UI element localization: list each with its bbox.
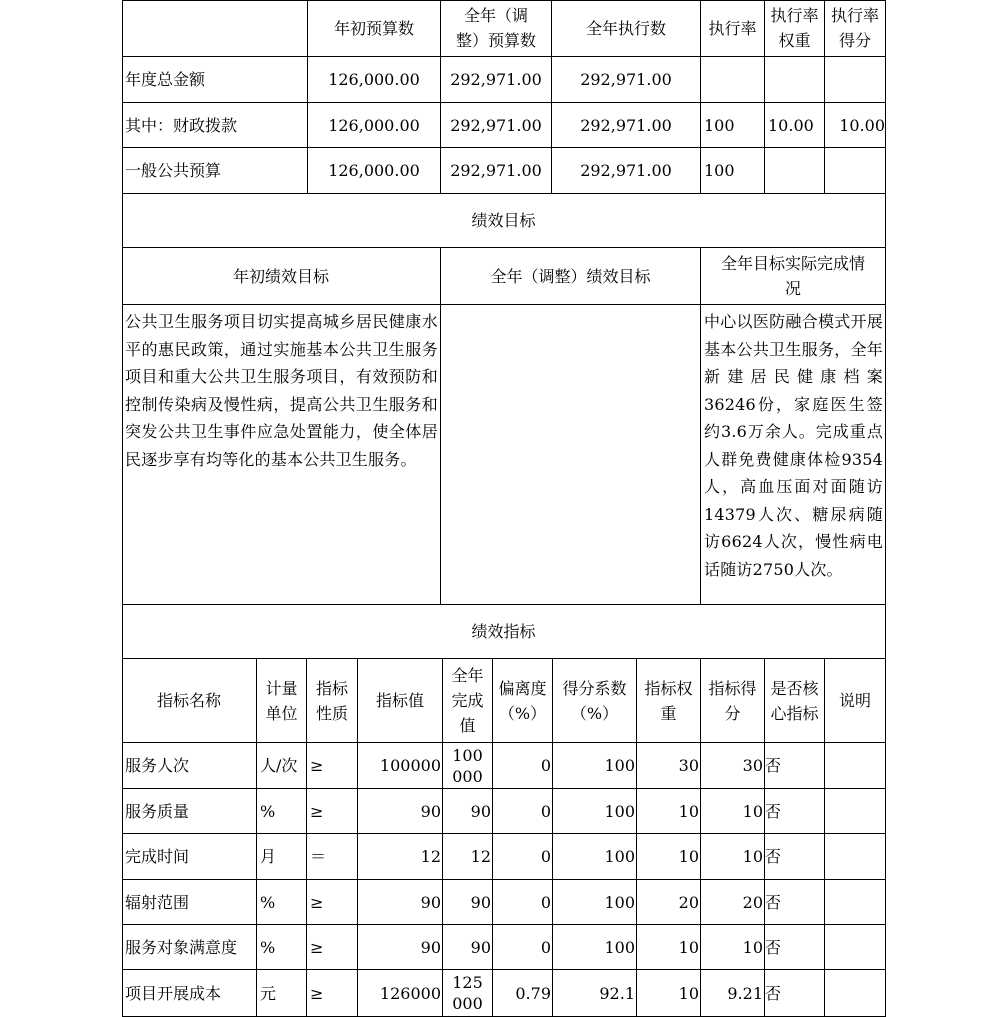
indicator-header-cell [701, 659, 765, 743]
indicator-value-cell-text: 月 [260, 847, 277, 866]
indicator-value-cell [825, 880, 886, 925]
indicator-value-cell-text: 125000 [452, 973, 483, 1013]
indicator-name-cell [122, 789, 257, 834]
indicator-name-cell [122, 743, 257, 789]
budget-value-cell [701, 57, 765, 103]
initial-goal-text-cell [122, 305, 441, 605]
indicator-value-cell [358, 880, 443, 925]
budget-header-cell-text: 执行率 权重 [770, 6, 819, 50]
indicator-value-cell [825, 925, 886, 970]
indicator-value-cell [493, 880, 553, 925]
indicator-value-cell [257, 925, 307, 970]
indicator-value-cell [358, 834, 443, 880]
indicator-value-cell [257, 970, 307, 1017]
indicator-value-cell-text: 10 [742, 937, 763, 957]
indicator-header-cell [307, 659, 358, 743]
indicator-value-cell-text: 126000 [379, 983, 441, 1003]
indicator-value-cell [257, 789, 307, 834]
indicator-value-cell [701, 789, 765, 834]
budget-value-cell-text: 126,000.00 [328, 70, 420, 89]
indicator-value-cell [553, 880, 637, 925]
budget-header-cell [765, 0, 825, 57]
indicator-value-cell-text: 100 [604, 847, 635, 866]
indicator-value-cell-text: % [260, 892, 276, 912]
indicator-value-cell-text: 20 [678, 892, 699, 912]
indicator-value-cell [553, 743, 637, 789]
indicator-header-cell-text: 指标名称 [156, 691, 221, 710]
indicator-value-cell-text: ≥ [310, 892, 324, 912]
indicator-value-cell-text: % [260, 937, 276, 957]
indicator-value-cell-text: 90 [420, 892, 441, 912]
indicator-value-cell-text: ≥ [310, 756, 324, 775]
indicator-value-cell-text: 10 [678, 847, 699, 866]
indicator-name-cell-text: 服务对象满意度 [125, 937, 238, 957]
indicator-value-cell [358, 743, 443, 789]
indicator-value-cell [358, 925, 443, 970]
indicator-value-cell-text: 10 [742, 847, 763, 866]
indicator-value-cell-text: 否 [765, 756, 782, 775]
indicators-section-title [122, 605, 886, 659]
budget-row-label-text: 年度总金额 [125, 70, 206, 89]
indicator-value-cell [443, 789, 493, 834]
budget-value-cell [825, 57, 886, 103]
indicator-value-cell [825, 789, 886, 834]
indicator-value-cell [765, 880, 825, 925]
indicator-value-cell-text: 否 [765, 801, 782, 821]
budget-value-cell [765, 103, 825, 148]
budget-row-label [122, 103, 308, 148]
budget-value-cell [308, 103, 441, 148]
budget-value-cell-text: 126,000.00 [328, 115, 420, 135]
indicator-value-cell-text: 100 [604, 756, 635, 775]
indicator-value-cell [825, 970, 886, 1017]
indicator-value-cell [257, 743, 307, 789]
indicators-section-title-text: 绩效指标 [471, 622, 536, 641]
budget-value-cell [825, 148, 886, 194]
budget-header-cell-text: 全年（调 整）预算数 [455, 6, 536, 50]
indicator-header-cell-text: 指标得 分 [708, 678, 757, 723]
indicator-value-cell [637, 925, 701, 970]
indicator-name-cell-text: 服务人次 [125, 756, 190, 775]
budget-value-cell [701, 103, 765, 148]
budget-row-label [122, 57, 308, 103]
indicator-header-cell-text: 偏离度 （%） [498, 678, 547, 723]
indicator-name-cell [122, 834, 257, 880]
indicator-value-cell [701, 970, 765, 1017]
goals-header-adjusted [441, 248, 701, 305]
budget-header-cell-text: 年初预算数 [333, 18, 414, 38]
budget-value-cell [701, 148, 765, 194]
indicator-value-cell-text: ≥ [310, 937, 324, 957]
indicator-value-cell-text: 0 [540, 937, 551, 957]
actual-completion-text-cell-text: 中心以医防融合模式开展基本公共卫生服务，全年新建居民健康档案36246份，家庭医生签约3.6万余人。完成重点人群免费健康体检9354人，高血压面对面随访14379人次、糖尿病随访6624人次，慢性病电话随访2750人次。 [704, 312, 883, 579]
indicator-value-cell-text: 90 [470, 801, 491, 821]
budget-header-cell [308, 0, 441, 57]
indicator-value-cell [493, 970, 553, 1017]
indicator-value-cell [637, 970, 701, 1017]
budget-value-cell [308, 57, 441, 103]
goals-header-initial-text: 年初绩效目标 [232, 266, 329, 286]
indicator-value-cell [825, 834, 886, 880]
indicator-header-cell [122, 659, 257, 743]
indicator-value-cell [765, 834, 825, 880]
budget-value-cell [765, 148, 825, 194]
budget-value-cell [765, 57, 825, 103]
indicator-name-cell-text: 完成时间 [125, 847, 190, 866]
indicator-value-cell-text: 90 [470, 892, 491, 912]
indicator-header-cell-text: 全年 完成 值 [451, 666, 484, 735]
actual-completion-text-cell [701, 305, 886, 605]
indicator-value-cell-text: 12 [420, 847, 441, 866]
indicator-header-cell-text: 计量 单位 [265, 678, 298, 723]
budget-row-label [122, 148, 308, 194]
indicator-header-cell-text: 得分系数 （%） [562, 678, 627, 723]
indicator-value-cell [443, 970, 493, 1017]
indicator-value-cell [443, 880, 493, 925]
indicator-value-cell [307, 834, 358, 880]
indicator-value-cell [553, 925, 637, 970]
indicator-value-cell-text: ≥ [310, 801, 324, 821]
indicator-value-cell [637, 880, 701, 925]
indicator-header-cell-text: 指标值 [375, 691, 424, 710]
indicator-value-cell-text: 否 [765, 847, 782, 866]
budget-header-cell-text: 执行率 得分 [830, 6, 879, 50]
indicator-value-cell [637, 834, 701, 880]
budget-value-cell-text: 292,971.00 [580, 70, 672, 89]
budget-value-cell-text: 10.00 [839, 115, 885, 135]
indicator-header-cell-text: 是否核 心指标 [770, 678, 819, 723]
budget-value-cell [308, 148, 441, 194]
budget-value-cell-text: 10.00 [768, 115, 814, 135]
indicator-value-cell [765, 970, 825, 1017]
budget-value-cell [552, 57, 701, 103]
budget-value-cell-text: 100 [704, 161, 735, 180]
indicator-value-cell [307, 789, 358, 834]
indicator-value-cell [307, 925, 358, 970]
indicator-value-cell-text: 90 [420, 937, 441, 957]
goals-section-title-text: 绩效目标 [471, 211, 536, 230]
indicator-value-cell-text: 12 [470, 847, 491, 866]
initial-goal-text-cell-text: 公共卫生服务项目切实提高城乡居民健康水平的惠民政策，通过实施基本公共卫生服务项目和重大公共卫生服务项目，有效预防和控制传染病及慢性病，提高公共卫生服务和突发公共卫生事件应急处置能力，使全体居民逐步享有均等化的基本公共卫生服务。 [125, 312, 438, 469]
indicator-value-cell [493, 834, 553, 880]
indicator-value-cell-text: 0 [540, 892, 551, 912]
goals-header-actual-text: 全年目标实际完成情 况 [720, 254, 865, 298]
indicator-value-cell [307, 743, 358, 789]
budget-value-cell-text: 100 [704, 115, 735, 135]
indicator-value-cell-text: 人/次 [260, 756, 298, 775]
indicator-value-cell-text: 否 [765, 937, 782, 957]
indicator-value-cell-text: 92.1 [599, 983, 635, 1003]
indicator-name-cell-text: 项目开展成本 [125, 983, 222, 1003]
indicator-value-cell [637, 743, 701, 789]
indicator-value-cell [765, 925, 825, 970]
indicator-value-cell-text: 100 [604, 801, 635, 821]
indicator-header-cell [257, 659, 307, 743]
indicator-value-cell-text: ≥ [310, 983, 324, 1003]
indicator-value-cell-text: 否 [765, 892, 782, 912]
indicator-value-cell [637, 789, 701, 834]
indicator-value-cell [493, 789, 553, 834]
indicator-value-cell-text: 10 [678, 983, 699, 1003]
indicator-value-cell [358, 970, 443, 1017]
indicator-value-cell-text: 20 [742, 892, 763, 912]
indicator-value-cell-text: 10 [678, 801, 699, 821]
indicator-name-cell-text: 服务质量 [125, 801, 190, 821]
budget-value-cell-text: 292,971.00 [580, 161, 672, 180]
indicator-value-cell-text: 0.79 [515, 983, 551, 1003]
indicator-value-cell [493, 743, 553, 789]
indicator-value-cell [553, 789, 637, 834]
budget-header-blank [122, 0, 308, 57]
budget-header-cell [825, 0, 886, 57]
indicator-value-cell-text: 100 [604, 892, 635, 912]
budget-value-cell-text: 126,000.00 [328, 161, 420, 180]
goals-header-actual [701, 248, 886, 305]
indicator-value-cell-text: 90 [420, 801, 441, 821]
indicator-value-cell [257, 880, 307, 925]
indicator-name-cell [122, 880, 257, 925]
indicator-header-cell [493, 659, 553, 743]
indicator-value-cell [307, 880, 358, 925]
performance-report-table [122, 0, 886, 1017]
indicator-value-cell-text: 90 [470, 937, 491, 957]
indicator-name-cell [122, 970, 257, 1017]
indicator-value-cell-text: 10 [742, 801, 763, 821]
budget-value-cell [441, 103, 552, 148]
budget-value-cell [441, 57, 552, 103]
indicator-name-cell [122, 925, 257, 970]
indicator-header-cell [825, 659, 886, 743]
budget-value-cell-text: 292,971.00 [450, 70, 542, 89]
indicator-header-cell-text: 指标 性质 [315, 678, 348, 723]
indicator-header-cell [553, 659, 637, 743]
indicator-value-cell [825, 743, 886, 789]
budget-value-cell [552, 148, 701, 194]
budget-value-cell-text: 292,971.00 [450, 161, 542, 180]
indicator-value-cell [553, 970, 637, 1017]
indicator-value-cell-text: ＝ [310, 847, 327, 866]
indicator-value-cell-text: 否 [765, 983, 782, 1003]
budget-row-label-text: 其中：财政拨款 [125, 115, 238, 135]
indicator-value-cell-text: 9.21 [727, 983, 763, 1003]
budget-value-cell [441, 148, 552, 194]
budget-row-label-text: 一般公共预算 [125, 161, 222, 180]
table-top-border [122, 0, 886, 1]
budget-header-cell [701, 0, 765, 57]
indicator-value-cell-text: 30 [742, 756, 763, 775]
indicator-value-cell-text: 30 [678, 756, 699, 775]
indicator-value-cell-text: 0 [540, 847, 551, 866]
indicator-header-cell [443, 659, 493, 743]
indicator-value-cell [701, 743, 765, 789]
indicator-value-cell [257, 834, 307, 880]
indicator-value-cell [765, 789, 825, 834]
indicator-value-cell [765, 743, 825, 789]
indicator-value-cell [443, 925, 493, 970]
budget-value-cell [552, 103, 701, 148]
indicator-name-cell-text: 辐射范围 [125, 892, 190, 912]
goals-header-adjusted-text: 全年（调整）绩效目标 [490, 266, 651, 286]
indicator-value-cell-text: 元 [260, 983, 277, 1003]
indicator-value-cell-text: 0 [540, 801, 551, 821]
budget-header-cell-text: 全年执行数 [585, 18, 666, 38]
indicator-value-cell [443, 743, 493, 789]
indicator-value-cell [701, 925, 765, 970]
indicator-value-cell [701, 834, 765, 880]
indicator-header-cell-text: 说明 [838, 691, 871, 710]
indicator-value-cell [307, 970, 358, 1017]
adjusted-goal-text-cell [441, 305, 701, 605]
budget-value-cell-text: 292,971.00 [450, 115, 542, 135]
goals-section-title [122, 194, 886, 248]
indicator-value-cell-text: % [260, 801, 276, 821]
indicator-header-cell [358, 659, 443, 743]
indicator-value-cell [493, 925, 553, 970]
indicator-header-cell-text: 指标权 重 [644, 678, 693, 723]
indicator-value-cell-text: 0 [540, 756, 551, 775]
indicator-value-cell [553, 834, 637, 880]
budget-header-cell [552, 0, 701, 57]
indicator-value-cell [358, 789, 443, 834]
goals-header-initial [122, 248, 441, 305]
budget-value-cell-text: 292,971.00 [580, 115, 672, 135]
indicator-value-cell [701, 880, 765, 925]
indicator-value-cell [443, 834, 493, 880]
budget-header-cell-text: 执行率 [708, 18, 757, 38]
budget-value-cell [825, 103, 886, 148]
indicator-header-cell [637, 659, 701, 743]
table-left-border [122, 0, 123, 1017]
indicator-value-cell-text: 100000 [452, 745, 483, 786]
indicator-value-cell-text: 100000 [379, 756, 441, 775]
indicator-value-cell-text: 10 [678, 937, 699, 957]
indicator-value-cell-text: 100 [604, 937, 635, 957]
indicator-header-cell [765, 659, 825, 743]
budget-header-cell [441, 0, 552, 57]
